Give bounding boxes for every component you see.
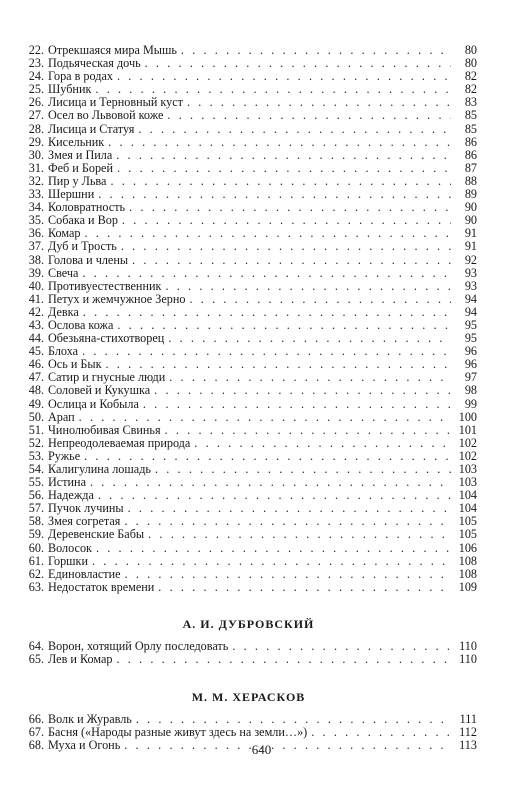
dot-leader	[161, 424, 451, 437]
toc-entry: 53. Ружье . . . 102	[20, 450, 477, 463]
toc-entry: 45. Блоха . . . 96	[20, 345, 477, 358]
dot-leader	[124, 502, 451, 515]
dot-leader	[151, 463, 451, 476]
toc-entry: 35. Собака и Вор . . . 90	[20, 214, 477, 227]
toc-entry: 31. Феб и Борей . . . 87	[20, 162, 477, 175]
dot-leader	[228, 640, 451, 653]
toc-entry: 59. Деревенские Бабы . . . 105	[20, 528, 477, 541]
section-author-heading: А. И. ДУБРОВСКИЙ	[182, 616, 315, 631]
toc-entry: 40. Противуестественник . . . 93	[20, 280, 477, 293]
dot-leader	[81, 227, 451, 240]
toc-entry: 51. Чинолюбивая Свинья . . . 101	[20, 424, 477, 437]
toc-entry: 50. Арап . . . 100	[20, 411, 477, 424]
toc-entry: 58. Змея согретая . . . 105	[20, 515, 477, 528]
toc-entry: 28. Лисица и Статуя . . . 85	[20, 123, 477, 136]
toc-entry: 34. Коловратность . . . 90	[20, 201, 477, 214]
page-number: 640	[251, 742, 272, 757]
dot-leader	[78, 267, 451, 280]
dot-leader	[88, 555, 451, 568]
dot-leader	[139, 398, 451, 411]
toc-entry: 49. Ослица и Кобыла . . . 99	[20, 398, 477, 411]
dot-leader	[106, 175, 451, 188]
toc-entry: 37. Дуб и Трость . . . 91	[20, 240, 477, 253]
dot-leader	[150, 384, 451, 397]
toc-entry: 41. Петух и жемчужное Зерно . . . 94	[20, 293, 477, 306]
dot-leader	[118, 214, 451, 227]
toc-entry: 36. Комар . . . 91	[20, 227, 477, 240]
toc-entry: 63. Недостаток времени . . . 109	[20, 581, 477, 594]
dot-leader	[117, 240, 451, 253]
dot-leader	[78, 345, 451, 358]
toc-entry: 30. Змея и Пила . . . 86	[20, 149, 477, 162]
toc-entry: 47. Сатир и гнусные люди . . . 97	[20, 371, 477, 384]
dot-leader	[165, 371, 451, 384]
toc-entry: 38. Голова и члены . . . 92	[20, 254, 477, 267]
toc-entry: 32. Пир у Льва . . . 88	[20, 175, 477, 188]
dot-leader	[92, 542, 451, 555]
dot-leader	[154, 581, 451, 594]
dot-leader	[80, 450, 451, 463]
toc-section	[20, 44, 477, 594]
dot-leader	[112, 653, 451, 666]
toc-entry: 22. Отрекшаяся мира Мышь . . . 80	[20, 44, 477, 57]
toc-entry: 29. Кисельник . . . 86	[20, 136, 477, 149]
section-author-heading: М. М. ХЕРАСКОВ	[191, 690, 306, 705]
toc-entry: 61. Горшки . . . 108	[20, 555, 477, 568]
toc-entry: 56. Надежда . . . 104	[20, 489, 477, 502]
dot-leader	[104, 136, 451, 149]
dot-leader	[113, 319, 451, 332]
dot-leader	[94, 489, 451, 502]
toc-entry: 26. Лисица и Терновный куст . . . 83	[20, 96, 477, 109]
dot-leader	[307, 726, 451, 739]
toc-entry: 24. Гора в родах . . . 82	[20, 70, 477, 83]
dot-leader	[132, 713, 451, 726]
dot-leader	[125, 201, 451, 214]
toc-entry: 57. Пучок лучины . . . 104	[20, 502, 477, 515]
toc-entry: 68. Муха и Огонь . . . 113	[20, 739, 477, 752]
toc-entry: 33. Шершни . . . 89	[20, 188, 477, 201]
dot-leader	[113, 162, 451, 175]
dot-leader	[112, 149, 451, 162]
toc-entry: 25. Шубник . . . 82	[20, 83, 477, 96]
dot-leader	[113, 70, 451, 83]
dot-leader	[91, 83, 451, 96]
toc-entry: 43. Ослова кожа . . . 95	[20, 319, 477, 332]
dot-leader	[134, 123, 451, 136]
toc-entry: 65. Лев и Комар . . . 110	[20, 653, 477, 666]
toc-entry: 46. Ось и Бык . . . 96	[20, 358, 477, 371]
dot-leader	[144, 528, 451, 541]
dot-leader	[183, 96, 451, 109]
dot-leader	[163, 109, 451, 122]
toc-entry: 48. Соловей и Кукушка . . . 98	[20, 384, 477, 397]
toc-entry: 42. Девка . . . 94	[20, 306, 477, 319]
toc-entry: 67. Басня («Народы разные живут здесь на земли…») . . . 112	[20, 726, 477, 739]
dot-leader	[128, 254, 451, 267]
dot-leader	[120, 515, 451, 528]
dot-leader	[79, 306, 451, 319]
toc-entry: 66. Волк и Журавль . . . 111	[20, 713, 477, 726]
toc-section	[20, 617, 477, 666]
dot-leader	[177, 44, 451, 57]
toc-entry: 64. Ворон, хотящий Орлу последовать . . . 110	[20, 640, 477, 653]
toc-entry: 27. Осел во Львовой коже . . . 85	[20, 109, 477, 122]
dot-leader	[94, 188, 451, 201]
dot-leader	[86, 476, 451, 489]
dot-leader	[75, 411, 451, 424]
dot-leader	[164, 332, 451, 345]
toc-entry: 52. Непреодолеваемая природа . . . 102	[20, 437, 477, 450]
toc-entry: 54. Калигулина лошадь . . . 103	[20, 463, 477, 476]
dot-leader	[121, 568, 451, 581]
dot-leader	[190, 437, 451, 450]
toc-entry: 44. Обезьяна-стихотворец . . . 95	[20, 332, 477, 345]
toc-entry: 55. Истина . . . 103	[20, 476, 477, 489]
dot-leader	[161, 280, 451, 293]
dot-leader	[186, 293, 452, 306]
table-of-contents	[20, 44, 477, 752]
toc-entry: 62. Единовластие . . . 108	[20, 568, 477, 581]
toc-entry: 60. Волосок . . . 106	[20, 542, 477, 555]
toc-entry: 23. Подьяческая дочь . . . 80	[20, 57, 477, 70]
dot-leader	[141, 57, 451, 70]
dot-leader	[102, 358, 452, 371]
toc-entry: 39. Свеча . . . 93	[20, 267, 477, 280]
